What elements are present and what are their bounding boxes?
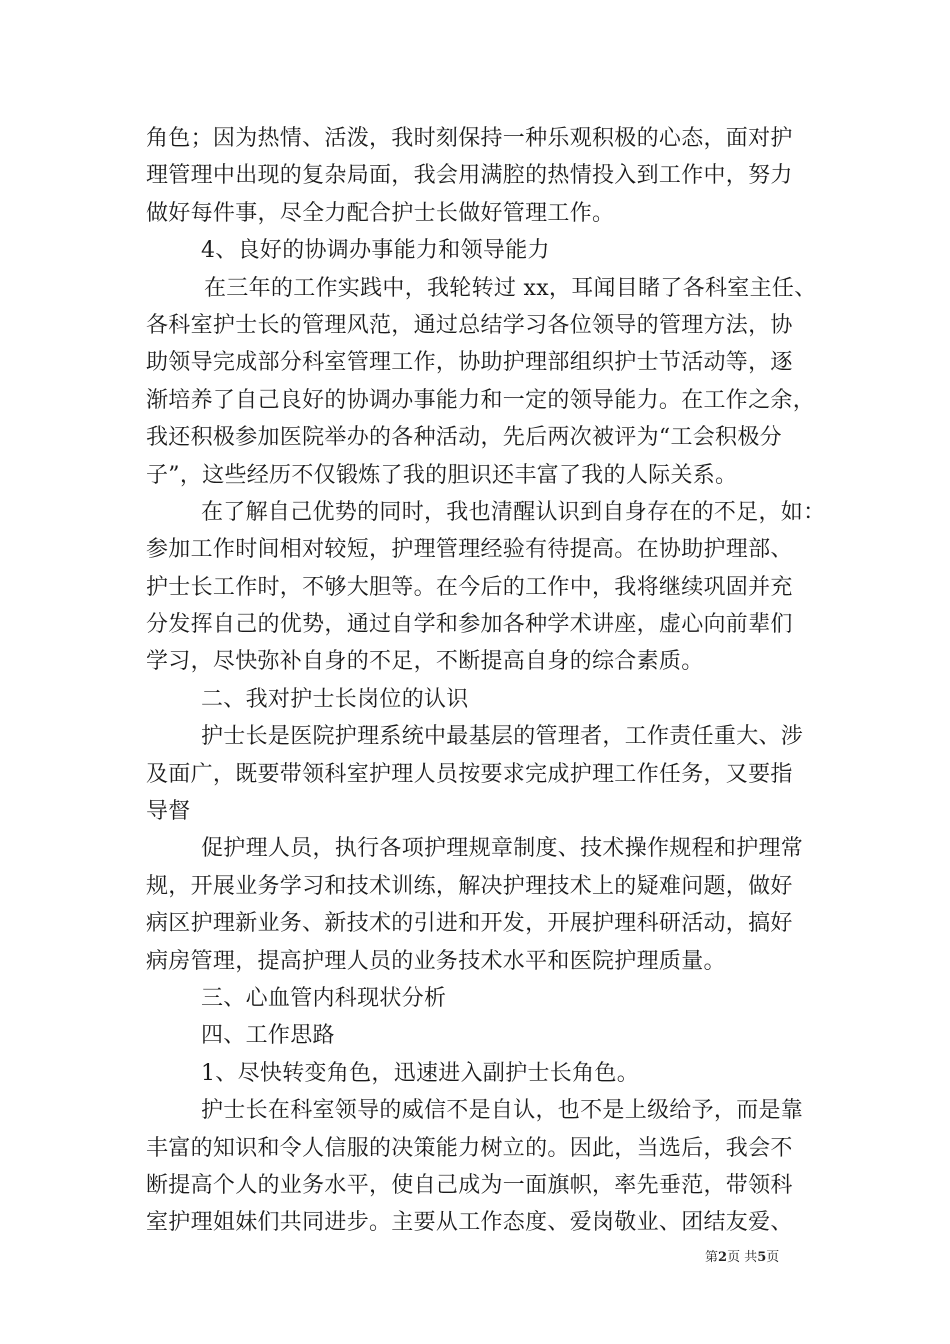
subsection-heading: 1、尽快转变角色，迅速进入副护士长角色。: [201, 1060, 639, 1086]
document-body: [146, 120, 826, 1242]
footer-middle: 页 共: [727, 1250, 758, 1265]
text-line: 规，开展业务学习和技术训练，解决护理技术上的疑难问题，做好: [146, 873, 793, 899]
text-line: 护士长在科室领导的威信不是自认，也不是上级给予，而是靠: [201, 1098, 804, 1124]
text-line: 分发挥自己的优势，通过自学和参加各种学术讲座，虚心向前辈们: [146, 612, 793, 638]
text-line: 渐培养了自己良好的协调办事能力和一定的领导能力。在工作之余，: [146, 387, 816, 413]
text-line: 学习，尽快弥补自身的不足，不断提高自身的综合素质。: [146, 649, 704, 675]
footer-prefix: 第: [705, 1250, 719, 1265]
footer-total-pages: 5: [757, 1250, 767, 1265]
section-heading: 四、工作思路: [201, 1023, 335, 1049]
footer-current-page: 2: [718, 1250, 728, 1265]
text-line: 理管理中出现的复杂局面，我会用满腔的热情投入到工作中，努力: [146, 163, 793, 189]
text-line: 我还积极参加医院举办的各种活动，先后两次被评为“工会积极分: [146, 425, 782, 451]
text-line: 室护理姐妹们共同进步。主要从工作态度、爱岗敬业、团结友爱、: [146, 1210, 793, 1236]
text-line: 病房管理，提高护理人员的业务技术水平和医院护理质量。: [146, 948, 726, 974]
section-heading: 二、我对护士长岗位的认识: [201, 686, 469, 712]
text-line: 病区护理新业务、新技术的引进和开发，开展护理科研活动，搞好: [146, 911, 793, 937]
text-line: 助领导完成部分科室管理工作，协助护理部组织护士节活动等，逐: [146, 350, 793, 376]
text-line: 在三年的工作实践中，我轮转过 xx，耳闻目睹了各科室主任、: [204, 275, 817, 301]
text-line: 护士长是医院护理系统中最基层的管理者，工作责任重大、涉: [201, 724, 804, 750]
text-line: 做好每件事，尽全力配合护士长做好管理工作。: [146, 200, 615, 226]
text-line: 及面广，既要带领科室护理人员按要求完成护理工作任务，又要指: [146, 761, 793, 787]
section-heading: 4、良好的协调办事能力和领导能力: [201, 238, 550, 264]
text-line: 子”，这些经历不仅锻炼了我的胆识还丰富了我的人际关系。: [146, 462, 738, 488]
text-line: 导督: [146, 799, 191, 825]
text-line: 角色；因为热情、活泼，我时刻保持一种乐观积极的心态，面对护: [146, 126, 793, 151]
text-line: 丰富的知识和令人信服的决策能力树立的。因此，当选后，我会不: [146, 1135, 793, 1161]
text-line: 断提高个人的业务水平，使自己成为一面旗帜，率先垂范，带领科: [146, 1172, 793, 1198]
text-line: 促护理人员，执行各项护理规章制度、技术操作规程和护理常: [201, 836, 804, 862]
text-line: 各科室护士长的管理风范，通过总结学习各位领导的管理方法，协: [146, 312, 793, 338]
text-line: 护士长工作时，不够大胆等。在今后的工作中，我将继续巩固并充: [146, 574, 793, 600]
text-line: 在了解自己优势的同时，我也清醒认识到自身存在的不足，如：: [201, 499, 826, 525]
page-footer: [705, 1246, 779, 1265]
footer-suffix: 页: [766, 1250, 780, 1265]
section-heading: 三、心血管内科现状分析: [201, 985, 447, 1011]
text-line: 参加工作时间相对较短，护理管理经验有待提高。在协助护理部、: [146, 537, 793, 563]
